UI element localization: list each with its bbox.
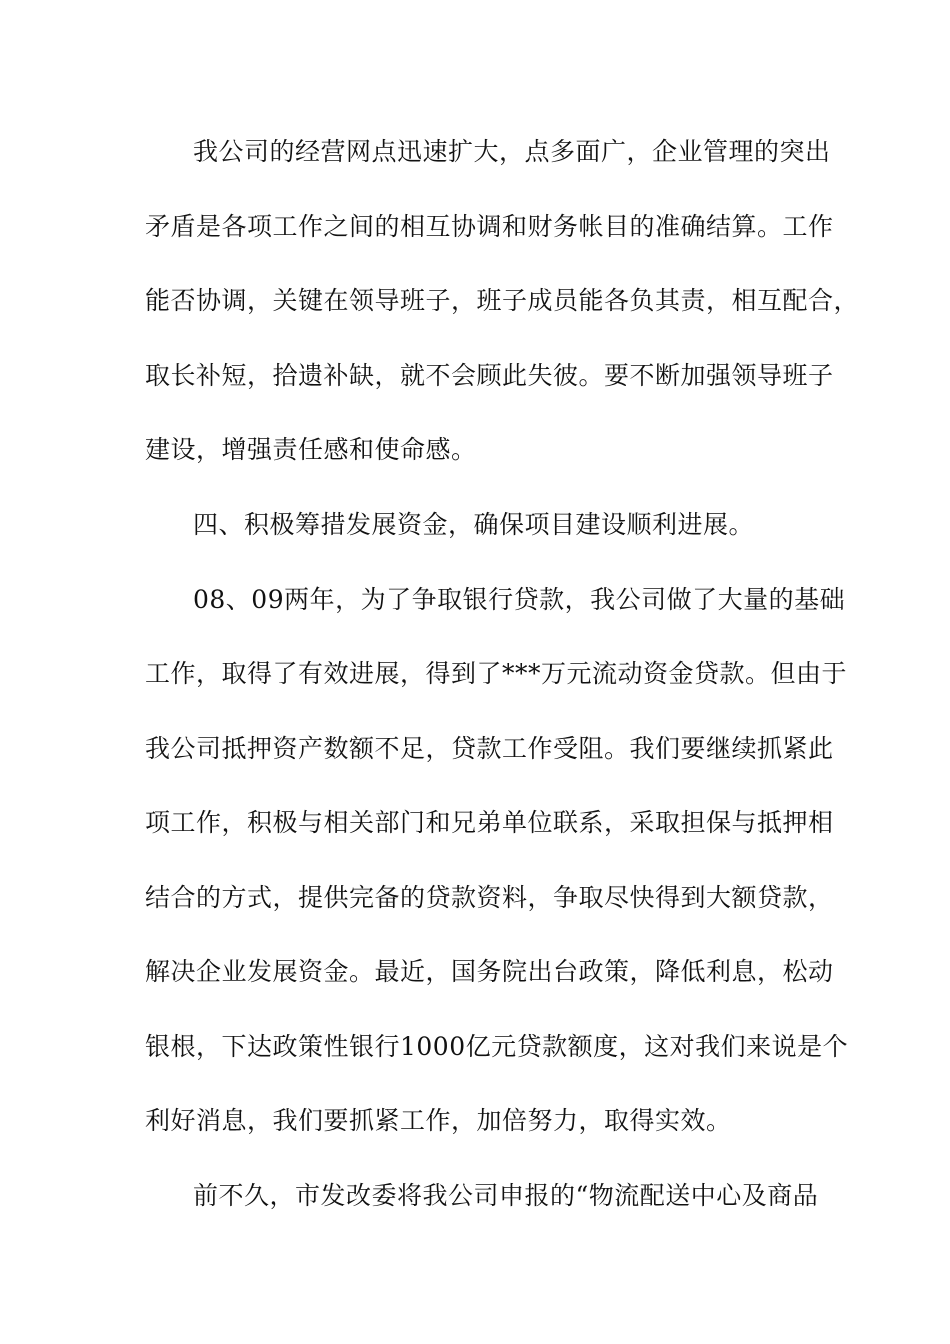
paragraph-line: 前不久，市发改委将我公司申报的“物流配送中心及商品	[193, 1181, 819, 1210]
paragraph-line: 结合的方式，提供完备的贷款资料，争取尽快得到大额贷款，	[145, 883, 834, 912]
paragraph-line: 我公司抵押资产数额不足，贷款工作受阻。我们要继续抓紧此	[145, 734, 834, 763]
paragraph-line: 我公司的经营网点迅速扩大，点多面广，企业管理的突出	[193, 137, 831, 166]
paragraph-line: 能否协调，关键在领导班子，班子成员能各负其责，相互配合，	[145, 286, 860, 315]
paragraph-line: 银根，下达政策性银行1000亿元贷款额度，这对我们来说是个	[145, 1032, 849, 1061]
paragraph-line: 取长补短，拾遗补缺，就不会顾此失彼。要不断加强领导班子	[145, 361, 834, 390]
section-heading: 四、积极筹措发展资金，确保项目建设顺利进展。	[193, 510, 755, 539]
paragraph-line: 工作，取得了有效进展，得到了***万元流动资金贷款。但由于	[145, 659, 848, 688]
paragraph-line: 矛盾是各项工作之间的相互协调和财务帐目的准确结算。工作	[145, 212, 834, 241]
paragraph-line: 08、09两年，为了争取银行贷款，我公司做了大量的基础	[193, 585, 846, 614]
paragraph-line: 利好消息，我们要抓紧工作，加倍努力，取得实效。	[145, 1106, 732, 1135]
paragraph-line: 项工作，积极与相关部门和兄弟单位联系，采取担保与抵押相	[145, 808, 834, 837]
paragraph-line: 解决企业发展资金。最近，国务院出台政策，降低利息，松动	[145, 957, 834, 986]
paragraph-line: 建设，增强责任感和使命感。	[145, 435, 477, 464]
